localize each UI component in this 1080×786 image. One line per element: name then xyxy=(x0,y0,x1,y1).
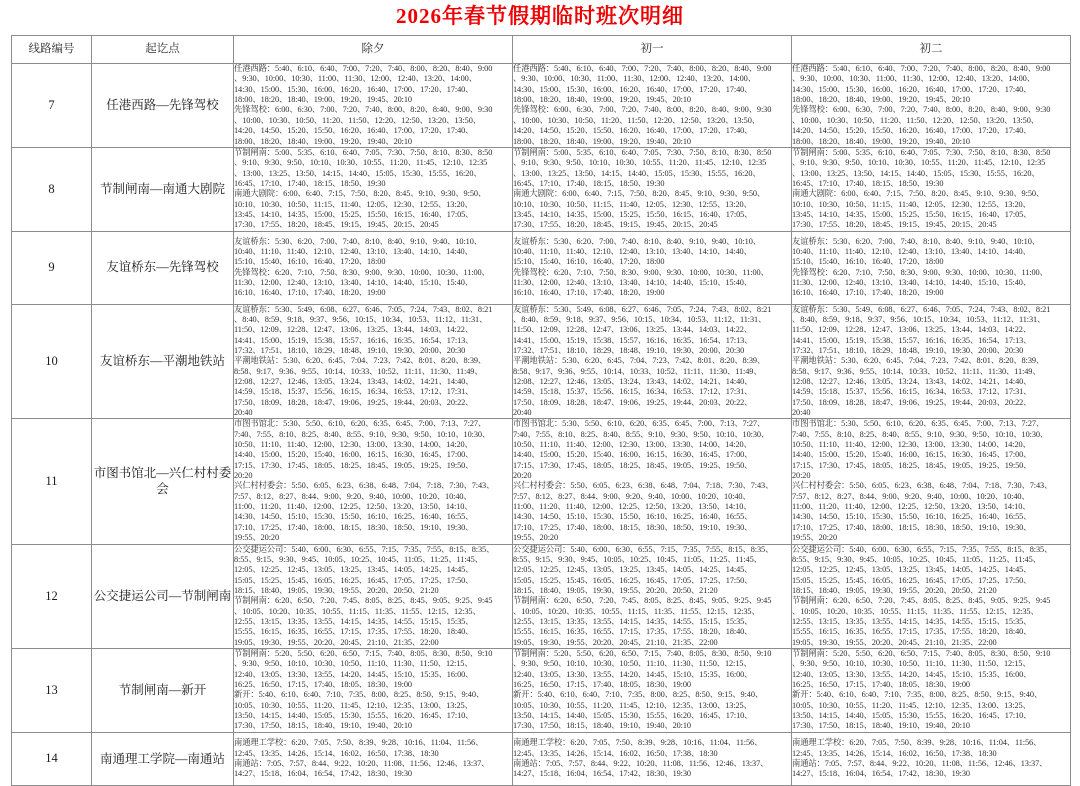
schedule-line: 18:15、18:40、19:05、19:30、19:55、20:20、20:50、21:20 xyxy=(513,585,718,595)
schedule-line: 公交捷运公司：5:40、6:00、6:30、6:55、7:15、7:35、7:55、8:15、8:35、 xyxy=(513,544,774,554)
schedule-line: 12:05、12:25、12:45、13:05、13:25、13:45、14:05、14:25、14:45、 xyxy=(792,565,1032,575)
schedule-line: 12:45、13:35、14:26、15:14、16:02、16:50、17:38、18:30 xyxy=(234,748,439,758)
schedule-line: 14:20、14:50、15:20、15:50、16:20、16:40、17:00、17:20、17:40、 xyxy=(234,126,474,136)
schedule-line: 先锋驾校：6:20、7:10、7:50、8:30、9:00、9:30、10:00、10:30、11:00、 xyxy=(792,267,1048,277)
schedule-line: 18:00、18:20、18:40、19:00、19:20、19:45、20:10 xyxy=(234,95,412,105)
schedule-line: 先锋驾校：6:00、6:30、7:00、7:20、7:40、8:00、8:20、8:40、9:00、9:30 xyxy=(513,105,772,115)
schedule-line: 兴仁村村委会：5:50、6:05、6:23、6:38、6:48、7:04、7:18、7:30、7:43、 xyxy=(792,481,1053,491)
schedule-line: 、9:30、9:50、10:10、10:30、10:50、11:10、11:30、11:50、12:15、 xyxy=(513,659,752,669)
schedule-line: 14:40、15:00、15:20、15:40、16:00、16:15、16:30、16:45、17:00、 xyxy=(792,450,1032,460)
cell-schedule-day2 xyxy=(513,64,792,148)
schedule-line: 友谊桥东：5:30、5:49、6:08、6:27、6:46、7:05、7:24、7:43、8:02、8:21 xyxy=(234,304,493,314)
schedule-line: 17:50、18:09、18:28、18:47、19:06、19:25、19:44、20:03、20:22、 xyxy=(234,397,474,407)
schedule-line: 南通站：7:05、7:57、8:44、9:22、10:20、11:08、11:56、12:46、13:37、 xyxy=(234,758,490,768)
schedule-line: 14:30、14:50、15:10、15:30、15:50、16:10、16:25、16:40、16:55、 xyxy=(234,512,474,522)
schedule-line: 、13:00、13:25、13:50、14:15、14:40、15:05、15:30、15:55、16:20、 xyxy=(513,168,761,178)
schedule-line: 18:00、18:20、18:40、19:00、19:20、19:40、20:10 xyxy=(513,136,691,146)
schedule-line: 15:05、15:25、15:45、16:05、16:25、16:45、17:05、17:25、17:50、 xyxy=(792,575,1032,585)
schedule-line: 先锋驾校：6:00、6:30、7:00、7:20、7:40、8:00、8:20、8:40、9:00、9:30 xyxy=(234,105,493,115)
schedule-line: 17:30、17:55、18:20、18:45、19:15、19:45、20:15、20:45 xyxy=(234,220,439,230)
schedule-line: 17:32、17:51、18:10、18:29、18:48、19:10、19:30、20:00、20:30 xyxy=(792,345,1024,355)
schedule-line: 12:08、12:27、12:46、13:05、13:24、13:43、14:02、14:21、14:40、 xyxy=(513,377,753,386)
cell-endpoints: 友谊桥东—平潮地铁站 xyxy=(92,304,234,419)
cell-schedule-day3 xyxy=(792,147,1071,231)
schedule-line: 17:30、17:55、18:20、18:45、19:15、19:45、20:15、20:45 xyxy=(513,220,718,230)
cell-schedule-day1 xyxy=(234,648,513,732)
schedule-line: 南通站：7:05、7:57、8:44、9:22、10:20、11:08、11:56、12:46、13:37、 xyxy=(513,758,769,768)
schedule-line: 18:15、18:40、19:05、19:30、19:55、20:20、20:50、21:20 xyxy=(234,585,439,595)
schedule-line: 13:45、14:10、14:35、15:00、15:25、15:50、16:15、16:40、17:05、 xyxy=(234,209,474,219)
cell-endpoints: 南通理工学院—南通站 xyxy=(92,732,234,785)
schedule-line: 14:30、15:00、15:30、16:00、16:20、16:40、17:00、17:20、17:40、 xyxy=(234,84,474,94)
schedule-line: 、10:05、10:20、10:35、10:55、11:15、11:35、11:55、12:15、12:35、 xyxy=(234,606,481,616)
schedule-line: 友谊桥东：5:30、6:20、7:00、7:40、8:10、8:40、9:10、9:40、10:10、 xyxy=(792,236,1040,246)
schedule-line: 任港西路：5:40、6:10、6:40、7:00、7:20、7:40、8:00、8:20、8:40、9:00 xyxy=(513,64,772,74)
schedule-line: 兴仁村村委会：5:50、6:05、6:23、6:38、6:48、7:04、7:18、7:30、7:43、 xyxy=(513,481,774,491)
schedule-line: 节制闸南：5:00、5:35、6:10、6:40、7:05、7:30、7:50、8:10、8:30、8:50 xyxy=(234,147,493,157)
schedule-line: 节制闸南：5:20、5:50、6:20、6:50、7:15、7:40、8:05、8:30、8:50、9:10 xyxy=(792,649,1051,659)
schedule-line: 节制闸南：6:20、6:50、7:20、7:45、8:05、8:25、8:45、9:05、9:25、9:45 xyxy=(792,596,1051,606)
schedule-line: 8:55、9:15、9:30、9:45、10:05、10:25、10:45、11:05、11:25、11:45、 xyxy=(792,554,1041,564)
schedule-line: 10:50、11:10、11:40、12:00、12:30、13:00、13:30、14:00、14:20、 xyxy=(792,440,1031,450)
schedule-line: 14:27、15:18、16:04、16:54、17:42、18:30、19:30 xyxy=(792,769,970,779)
schedule-line: 17:10、17:25、17:40、18:00、18:15、18:30、18:50、19:10、19:30、 xyxy=(234,522,474,532)
schedule-line: 20:40 xyxy=(792,408,811,418)
schedule-line: 11:00、11:20、11:40、12:00、12:25、12:50、13:20、13:50、14:10、 xyxy=(513,502,752,512)
schedule-line: 17:30、17:50、18:15、18:40、19:10、19:40、20:10 xyxy=(234,721,412,731)
schedule-line: 11:30、12:00、12:40、13:10、13:40、14:10、14:40、15:10、15:40、 xyxy=(513,277,753,287)
schedule-line: 10:10、10:30、10:50、11:15、11:40、12:05、12:30、12:55、13:20、 xyxy=(513,199,752,209)
schedule-line: 7:57、8:12、8:27、8:44、9:00、9:20、9:40、10:00、10:20、10:40、 xyxy=(234,491,472,501)
table-row xyxy=(12,231,1071,304)
table-header xyxy=(12,36,1071,64)
schedule-line: 12:45、13:35、14:26、15:14、16:02、16:50、17:38、18:30 xyxy=(792,748,997,758)
cell-route-no: 9 xyxy=(12,231,92,304)
column-header-day-chuer: 初二 xyxy=(792,36,1071,64)
schedule-line: 12:55、13:15、13:35、13:55、14:15、14:35、14:55、15:15、15:35、 xyxy=(234,616,474,626)
schedule-line: 11:00、11:20、11:40、12:00、12:25、12:50、13:20、13:50、14:10、 xyxy=(234,502,473,512)
schedule-line: 16:25、16:50、17:15、17:40、18:05、18:30、19:00 xyxy=(234,680,412,690)
schedule-line: 14:20、14:50、15:20、15:50、16:20、16:40、17:00、17:20、17:40、 xyxy=(513,126,753,136)
schedule-line: 19:55、20:20 xyxy=(792,533,837,543)
schedule-line: 12:05、12:25、12:45、13:05、13:25、13:45、14:05、14:25、14:45、 xyxy=(234,565,474,575)
schedule-line: 8:58、9:17、9:36、9:55、10:14、10:33、10:52、11:11、11:30、11:49、 xyxy=(234,366,483,376)
schedule-line: 节制闸南：5:00、5:35、6:10、6:40、7:05、7:30、7:50、8:10、8:30、8:50 xyxy=(513,147,772,157)
schedule-line: 17:30、17:50、18:15、18:40、19:10、19:40、20:10 xyxy=(513,721,691,731)
schedule-line: 、8:40、8:59、9:18、9:37、9:56、10:15、10:34、10:53、11:12、11:31、 xyxy=(792,314,1046,324)
cell-schedule-day1 xyxy=(234,732,513,785)
schedule-line: 13:45、14:10、14:35、15:00、15:25、15:50、16:15、16:40、17:05、 xyxy=(792,209,1032,219)
cell-endpoints: 节制闸南—新开 xyxy=(92,648,234,732)
schedule-line: 7:40、7:55、8:10、8:25、8:40、8:55、9:10、9:30、9:50、10:10、10:30、 xyxy=(792,429,1049,439)
schedule-line: 7:57、8:12、8:27、8:44、9:00、9:20、9:40、10:00、10:20、10:40、 xyxy=(513,491,751,501)
schedule-line: 、9:30、9:50、10:10、10:30、10:50、11:10、11:30、11:50、12:15、 xyxy=(792,659,1031,669)
schedule-line: 14:59、15:18、15:37、15:56、16:15、16:34、16:53、17:12、17:31、 xyxy=(513,387,753,397)
schedule-line: 20:20 xyxy=(792,471,811,481)
cell-endpoints: 节制闸南—南通大剧院 xyxy=(92,147,234,231)
schedule-line: 12:08、12:27、12:46、13:05、13:24、13:43、14:02、14:21、14:40、 xyxy=(792,377,1032,386)
schedule-line: 平潮地铁站：5:30、6:20、6:45、7:04、7:23、7:42、8:01、8:20、8:39、 xyxy=(513,356,766,366)
cell-schedule-day1 xyxy=(234,544,513,648)
schedule-line: 15:55、16:15、16:35、16:55、17:15、17:35、17:55、18:20、18:40、 xyxy=(792,627,1032,637)
schedule-line: 市图书馆北：5:30、5:50、6:10、6:20、6:35、6:45、7:00、7:13、7:27、 xyxy=(513,419,766,429)
schedule-line: 14:30、15:00、15:30、16:00、16:20、16:40、17:00、17:20、17:40、 xyxy=(792,84,1032,94)
schedule-line: 11:50、12:09、12:28、12:47、13:06、13:25、13:44、14:03、14:22、 xyxy=(234,325,474,335)
schedule-line: 10:50、11:10、11:40、12:00、12:30、13:00、13:30、14:00、14:20、 xyxy=(234,440,473,450)
schedule-line: 17:10、17:25、17:40、18:00、18:15、18:30、18:50、19:10、19:30、 xyxy=(792,522,1032,532)
schedule-line: 节制闸南：6:20、6:50、7:20、7:45、8:05、8:25、8:45、9:05、9:25、9:45 xyxy=(513,596,772,606)
schedule-line: 17:15、17:30、17:45、18:05、18:25、18:45、19:05、19:25、19:50、 xyxy=(513,460,753,470)
cell-schedule-day1 xyxy=(234,304,513,419)
cell-route-no: 13 xyxy=(12,648,92,732)
schedule-line: 15:10、15:40、16:10、16:40、17:20、18:00 xyxy=(792,257,944,267)
schedule-line: 节制闸南：5:20、5:50、6:20、6:50、7:15、7:40、8:05、8:30、8:50、9:10 xyxy=(234,649,493,659)
schedule-line: 先锋驾校：6:20、7:10、7:50、8:30、9:00、9:30、10:00、10:30、11:00、 xyxy=(513,267,769,277)
table-row xyxy=(12,544,1071,648)
schedule-line: 南通大剧院：6:00、6:40、7:15、7:50、8:20、8:45、9:10、9:30、9:50、 xyxy=(513,189,766,199)
table-row xyxy=(12,64,1071,148)
schedule-line: 8:55、9:15、9:30、9:45、10:05、10:25、10:45、11:05、11:25、11:45、 xyxy=(513,554,762,564)
schedule-line: 15:55、16:15、16:35、16:55、17:15、17:35、17:55、18:20、18:40、 xyxy=(234,627,474,637)
schedule-line: 公交捷运公司：5:40、6:00、6:30、6:55、7:15、7:35、7:55、8:15、8:35、 xyxy=(234,544,495,554)
schedule-line: 19:55、20:20 xyxy=(234,533,279,543)
schedule-line: 14:30、14:50、15:10、15:30、15:50、16:10、16:25、16:40、16:55、 xyxy=(513,512,753,522)
schedule-line: 16:25、16:50、17:15、17:40、18:05、18:30、19:00 xyxy=(792,680,970,690)
column-header-endpoints: 起讫点 xyxy=(92,36,234,64)
page-title: 2026年春节假期临时班次明细 xyxy=(396,4,684,28)
schedule-line: 11:30、12:00、12:40、13:10、13:40、14:10、14:40、15:10、15:40、 xyxy=(792,277,1032,287)
schedule-line: 南通理工学校：6:20、7:05、7:50、8:39、9:28、10:16、11:04、11:56、 xyxy=(513,738,763,748)
cell-route-no: 11 xyxy=(12,419,92,544)
cell-schedule-day3 xyxy=(792,732,1071,785)
schedule-line: 、10:05、10:20、10:35、10:55、11:15、11:35、11:55、12:15、12:35、 xyxy=(792,606,1039,616)
cell-schedule-day3 xyxy=(792,64,1071,148)
header-row xyxy=(12,36,1071,64)
schedule-line: 、9:30、10:00、10:30、11:00、11:30、12:00、12:40、13:20、14:00、 xyxy=(513,74,756,84)
table-row xyxy=(12,147,1071,231)
schedule-line: 12:55、13:15、13:35、13:55、14:15、14:35、14:55、15:15、15:35、 xyxy=(513,616,753,626)
schedule-line: 10:10、10:30、10:50、11:15、11:40、12:05、12:30、12:55、13:20、 xyxy=(234,199,473,209)
cell-schedule-day1 xyxy=(234,147,513,231)
cell-schedule-day2 xyxy=(513,231,792,304)
cell-route-no: 10 xyxy=(12,304,92,419)
schedule-line: 、10:05、10:20、10:35、10:55、11:15、11:35、11:55、12:15、12:35、 xyxy=(513,606,760,616)
schedule-line: 南通大剧院：6:00、6:40、7:15、7:50、8:20、8:45、9:10、9:30、9:50、 xyxy=(234,189,487,199)
schedule-line: 14:30、15:00、15:30、16:00、16:20、16:40、17:00、17:20、17:40、 xyxy=(513,84,753,94)
schedule-line: 公交捷运公司：5:40、6:00、6:30、6:55、7:15、7:35、7:55、8:15、8:35、 xyxy=(792,544,1053,554)
schedule-line: 新开：5:40、6:10、6:40、7:10、7:35、8:00、8:25、8:50、9:15、9:40、 xyxy=(234,690,485,700)
schedule-line: 12:40、13:05、13:30、13:55、14:20、14:45、15:10、15:35、16:00、 xyxy=(234,669,474,679)
schedule-line: 16:10、16:40、17:10、17:40、18:20、19:00 xyxy=(792,288,944,298)
schedule-line: 先锋驾校：6:20、7:10、7:50、8:30、9:00、9:30、10:00、10:30、11:00、 xyxy=(234,267,490,277)
schedule-line: 16:10、16:40、17:10、17:40、18:20、19:00 xyxy=(234,288,386,298)
schedule-line: 、10:00、10:30、10:50、11:20、11:50、12:20、12:50、13:20、13:50、 xyxy=(792,115,1039,125)
schedule-line: 12:55、13:15、13:35、13:55、14:15、14:35、14:55、15:15、15:35、 xyxy=(792,616,1032,626)
cell-endpoints: 市图书馆北—兴仁村村委会 xyxy=(92,419,234,544)
schedule-line: 、8:40、8:59、9:18、9:37、9:56、10:15、10:34、10:53、11:12、11:31、 xyxy=(234,314,488,324)
cell-schedule-day2 xyxy=(513,732,792,785)
schedule-line: 14:59、15:18、15:37、15:56、16:15、16:34、16:53、17:12、17:31、 xyxy=(792,387,1032,397)
schedule-line: 平潮地铁站：5:30、6:20、6:45、7:04、7:23、7:42、8:01、8:20、8:39、 xyxy=(234,356,487,366)
schedule-table xyxy=(11,35,1071,786)
schedule-line: 14:41、15:00、15:19、15:38、15:57、16:16、16:35、16:54、17:13、 xyxy=(234,335,474,345)
schedule-line: 10:50、11:10、11:40、12:00、12:30、13:00、13:30、14:00、14:20、 xyxy=(513,440,752,450)
schedule-line: 14:27、15:18、16:04、16:54、17:42、18:30、19:30 xyxy=(513,769,691,779)
cell-schedule-day2 xyxy=(513,544,792,648)
cell-schedule-day2 xyxy=(513,147,792,231)
schedule-line: 新开：5:40、6:10、6:40、7:10、7:35、8:00、8:25、8:50、9:15、9:40、 xyxy=(792,690,1043,700)
schedule-line: 14:59、15:18、15:37、15:56、16:15、16:34、16:53、17:12、17:31、 xyxy=(234,387,474,397)
schedule-line: 17:50、18:09、18:28、18:47、19:06、19:25、19:44、20:03、20:22、 xyxy=(513,397,753,407)
schedule-line: 10:40、11:10、11:40、12:10、12:40、13:10、13:40、14:10、14:40、 xyxy=(234,246,473,256)
cell-schedule-day1 xyxy=(234,64,513,148)
schedule-line: 18:00、18:20、18:40、19:00、19:20、19:40、20:10 xyxy=(792,136,970,146)
schedule-line: 、9:30、9:50、10:10、10:30、10:50、11:10、11:30、11:50、12:15、 xyxy=(234,659,473,669)
schedule-line: 14:40、15:00、15:20、15:40、16:00、16:15、16:30、16:45、17:00、 xyxy=(513,450,753,460)
table-row xyxy=(12,648,1071,732)
schedule-line: 16:45、17:10、17:40、18:15、18:50、19:30 xyxy=(792,178,944,188)
schedule-line: 10:10、10:30、10:50、11:15、11:40、12:05、12:30、12:55、13:20、 xyxy=(792,199,1031,209)
cell-schedule-day1 xyxy=(234,231,513,304)
column-header-day-chuyi: 初一 xyxy=(513,36,792,64)
cell-endpoints: 公交捷运公司—节制闸南 xyxy=(92,544,234,648)
table-row xyxy=(12,419,1071,544)
schedule-line: 20:40 xyxy=(234,408,253,418)
schedule-line: 市图书馆北：5:30、5:50、6:10、6:20、6:35、6:45、7:00、7:13、7:27、 xyxy=(792,419,1045,429)
cell-route-no: 7 xyxy=(12,64,92,148)
schedule-line: 18:00、18:20、18:40、19:00、19:20、19:45、20:10 xyxy=(513,95,691,105)
schedule-line: 11:00、11:20、11:40、12:00、12:25、12:50、13:20、13:50、14:10、 xyxy=(792,502,1031,512)
cell-endpoints: 友谊桥东—先锋驾校 xyxy=(92,231,234,304)
table-row xyxy=(12,304,1071,419)
schedule-line: 南通理工学校：6:20、7:05、7:50、8:39、9:28、10:16、11:04、11:56、 xyxy=(234,738,484,748)
cell-schedule-day3 xyxy=(792,419,1071,544)
schedule-line: 平潮地铁站：5:30、6:20、6:45、7:04、7:23、7:42、8:01、8:20、8:39、 xyxy=(792,356,1045,366)
cell-endpoints: 任港西路—先锋驾校 xyxy=(92,64,234,148)
schedule-line: 、9:10、9:30、9:50、10:10、10:30、10:55、11:20、11:45、12:10、12:35 xyxy=(792,158,1046,168)
schedule-line: 、13:00、13:25、13:50、14:15、14:40、15:05、15:30、15:55、16:20、 xyxy=(234,168,482,178)
schedule-line: 12:05、12:25、12:45、13:05、13:25、13:45、14:05、14:25、14:45、 xyxy=(513,565,753,575)
schedule-line: 南通理工学校：6:20、7:05、7:50、8:39、9:28、10:16、11:04、11:56、 xyxy=(792,738,1042,748)
schedule-line: 8:58、9:17、9:36、9:55、10:14、10:33、10:52、11:11、11:30、11:49、 xyxy=(792,366,1041,376)
schedule-line: 友谊桥东：5:30、6:20、7:00、7:40、8:10、8:40、9:10、9:40、10:10、 xyxy=(513,236,761,246)
schedule-line: 16:10、16:40、17:10、17:40、18:20、19:00 xyxy=(513,288,665,298)
cell-route-no: 8 xyxy=(12,147,92,231)
schedule-line: 14:41、15:00、15:19、15:38、15:57、16:16、16:35、16:54、17:13、 xyxy=(513,335,753,345)
schedule-line: 先锋驾校：6:00、6:30、7:00、7:20、7:40、8:00、8:20、8:40、9:00、9:30 xyxy=(792,105,1051,115)
cell-route-no: 12 xyxy=(12,544,92,648)
schedule-line: 17:30、17:55、18:20、18:45、19:15、19:45、20:15、20:45 xyxy=(792,220,997,230)
column-header-day-chuxi: 除夕 xyxy=(234,36,513,64)
schedule-line: 14:40、15:00、15:20、15:40、16:00、16:15、16:30、16:45、17:00、 xyxy=(234,450,474,460)
schedule-line: 14:30、14:50、15:10、15:30、15:50、16:10、16:25、16:40、16:55、 xyxy=(792,512,1032,522)
cell-schedule-day3 xyxy=(792,544,1071,648)
schedule-line: 18:00、18:20、18:40、19:00、19:20、19:45、20:10 xyxy=(792,95,970,105)
table-body xyxy=(12,64,1071,786)
schedule-line: 13:50、14:15、14:40、15:05、15:30、15:55、16:20、16:45、17:10、 xyxy=(513,711,753,721)
schedule-line: 南通大剧院：6:00、6:40、7:15、7:50、8:20、8:45、9:10、9:30、9:50、 xyxy=(792,189,1045,199)
cell-schedule-day2 xyxy=(513,419,792,544)
schedule-line: 10:40、11:10、11:40、12:10、12:40、13:10、13:40、14:10、14:40、 xyxy=(513,246,752,256)
schedule-line: 8:55、9:15、9:30、9:45、10:05、10:25、10:45、11:05、11:25、11:45、 xyxy=(234,554,483,564)
schedule-line: 新开：5:40、6:10、6:40、7:10、7:35、8:00、8:25、8:50、9:15、9:40、 xyxy=(513,690,764,700)
schedule-line: 15:10、15:40、16:10、16:40、17:20、18:00 xyxy=(513,257,665,267)
schedule-line: 11:30、12:00、12:40、13:10、13:40、14:10、14:40、15:10、15:40、 xyxy=(234,277,474,287)
schedule-line: 17:10、17:25、17:40、18:00、18:15、18:30、18:50、19:10、19:30、 xyxy=(513,522,753,532)
schedule-line: 节制闸南：5:00、5:35、6:10、6:40、7:05、7:30、7:50、8:10、8:30、8:50 xyxy=(792,147,1051,157)
schedule-line: 17:30、17:50、18:15、18:40、19:10、19:40、20:10 xyxy=(792,721,970,731)
cell-route-no: 14 xyxy=(12,732,92,785)
schedule-line: 17:15、17:30、17:45、18:05、18:25、18:45、19:05、19:25、19:50、 xyxy=(234,460,474,470)
schedule-line: 市图书馆北：5:30、5:50、6:10、6:20、6:35、6:45、7:00、7:13、7:27、 xyxy=(234,419,487,429)
schedule-line: 节制闸南：6:20、6:50、7:20、7:45、8:05、8:25、8:45、9:05、9:25、9:45 xyxy=(234,596,493,606)
schedule-line: 19:05、19:30、19:55、20:20、20:45、21:10、21:35、22:00 xyxy=(513,637,718,647)
schedule-line: 兴仁村村委会：5:50、6:05、6:23、6:38、6:48、7:04、7:18、7:30、7:43、 xyxy=(234,481,495,491)
schedule-line: 任港西路：5:40、6:10、6:40、7:00、7:20、7:40、8:00、8:20、8:40、9:00 xyxy=(234,64,493,74)
schedule-line: 14:27、15:18、16:04、16:54、17:42、18:30、19:30 xyxy=(234,769,412,779)
cell-schedule-day2 xyxy=(513,304,792,419)
schedule-line: 、8:40、8:59、9:18、9:37、9:56、10:15、10:34、10:53、11:12、11:31、 xyxy=(513,314,767,324)
column-header-route-no: 线路编号 xyxy=(12,36,92,64)
cell-schedule-day2 xyxy=(513,648,792,732)
schedule-line: 13:50、14:15、14:40、15:05、15:30、15:55、16:20、16:45、17:10、 xyxy=(792,711,1032,721)
schedule-line: 12:08、12:27、12:46、13:05、13:24、13:43、14:02、14:21、14:40、 xyxy=(234,377,474,386)
schedule-line: 10:05、10:30、10:55、11:20、11:45、12:10、12:35、13:00、13:25、 xyxy=(792,700,1031,710)
schedule-line: 19:55、20:20 xyxy=(513,533,558,543)
table-row xyxy=(12,732,1071,785)
cell-schedule-day3 xyxy=(792,304,1071,419)
schedule-line: 18:00、18:20、18:40、19:00、19:20、19:40、20:10 xyxy=(234,136,412,146)
schedule-line: 17:32、17:51、18:10、18:29、18:48、19:10、19:30、20:00、20:30 xyxy=(513,345,745,355)
schedule-line: 7:40、7:55、8:10、8:25、8:40、8:55、9:10、9:30、9:50、10:10、10:30、 xyxy=(234,429,491,439)
schedule-line: 13:50、14:15、14:40、15:05、15:30、15:55、16:20、16:45、17:10、 xyxy=(234,711,474,721)
schedule-line: 15:05、15:25、15:45、16:05、16:25、16:45、17:05、17:25、17:50、 xyxy=(513,575,753,585)
schedule-line: 17:15、17:30、17:45、18:05、18:25、18:45、19:05、19:25、19:50、 xyxy=(792,460,1032,470)
schedule-line: 、9:10、9:30、9:50、10:10、10:30、10:55、11:20、11:45、12:10、12:35 xyxy=(234,158,488,168)
schedule-line: 10:05、10:30、10:55、11:20、11:45、12:10、12:35、13:00、13:25、 xyxy=(513,700,752,710)
schedule-line: 7:57、8:12、8:27、8:44、9:00、9:20、9:40、10:00、10:20、10:40、 xyxy=(792,491,1030,501)
schedule-line: 、10:00、10:30、10:50、11:20、11:50、12:20、12:50、13:20、13:50、 xyxy=(234,115,481,125)
schedule-line: 、13:00、13:25、13:50、14:15、14:40、15:05、15:30、15:55、16:20、 xyxy=(792,168,1040,178)
schedule-line: 14:20、14:50、15:20、15:50、16:20、16:40、17:00、17:20、17:40、 xyxy=(792,126,1032,136)
schedule-line: 14:41、15:00、15:19、15:38、15:57、16:16、16:35、16:54、17:13、 xyxy=(792,335,1032,345)
cell-schedule-day1 xyxy=(234,419,513,544)
cell-schedule-day3 xyxy=(792,648,1071,732)
schedule-line: 友谊桥东：5:30、5:49、6:08、6:27、6:46、7:05、7:24、7:43、8:02、8:21 xyxy=(792,304,1051,314)
schedule-line: 13:45、14:10、14:35、15:00、15:25、15:50、16:15、16:40、17:05、 xyxy=(513,209,753,219)
schedule-line: 17:32、17:51、18:10、18:29、18:48、19:10、19:30、20:00、20:30 xyxy=(234,345,466,355)
schedule-line: 19:05、19:30、19:55、20:20、20:45、21:10、21:35、22:00 xyxy=(234,637,439,647)
schedule-line: 南通站：7:05、7:57、8:44、9:22、10:20、11:08、11:56、12:46、13:37、 xyxy=(792,758,1048,768)
schedule-line: 15:05、15:25、15:45、16:05、16:25、16:45、17:05、17:25、17:50、 xyxy=(234,575,474,585)
schedule-line: 16:25、16:50、17:15、17:40、18:05、18:30、19:00 xyxy=(513,680,691,690)
schedule-line: 19:05、19:30、19:55、20:20、20:45、21:10、21:35、22:00 xyxy=(792,637,997,647)
schedule-line: 任港西路：5:40、6:10、6:40、7:00、7:20、7:40、8:00、8:20、8:40、9:00 xyxy=(792,64,1051,74)
schedule-line: 11:50、12:09、12:28、12:47、13:06、13:25、13:44、14:03、14:22、 xyxy=(792,325,1032,335)
schedule-line: 20:40 xyxy=(513,408,532,418)
schedule-line: 10:40、11:10、11:40、12:10、12:40、13:10、13:40、14:10、14:40、 xyxy=(792,246,1031,256)
schedule-line: 8:58、9:17、9:36、9:55、10:14、10:33、10:52、11:11、11:30、11:49、 xyxy=(513,366,762,376)
cell-schedule-day3 xyxy=(792,231,1071,304)
schedule-line: 12:40、13:05、13:30、13:55、14:20、14:45、15:10、15:35、16:00、 xyxy=(792,669,1032,679)
schedule-line: 、9:30、10:00、10:30、11:00、11:30、12:00、12:40、13:20、14:00、 xyxy=(792,74,1035,84)
schedule-line: 16:45、17:10、17:40、18:15、18:50、19:30 xyxy=(234,178,386,188)
schedule-line: 、10:00、10:30、10:50、11:20、11:50、12:20、12:50、13:20、13:50、 xyxy=(513,115,760,125)
schedule-line: 节制闸南：5:20、5:50、6:20、6:50、7:15、7:40、8:05、8:30、8:50、9:10 xyxy=(513,649,772,659)
schedule-line: 7:40、7:55、8:10、8:25、8:40、8:55、9:10、9:30、9:50、10:10、10:30、 xyxy=(513,429,770,439)
schedule-line: 友谊桥东：5:30、5:49、6:08、6:27、6:46、7:05、7:24、7:43、8:02、8:21 xyxy=(513,304,772,314)
schedule-line: 11:50、12:09、12:28、12:47、13:06、13:25、13:44、14:03、14:22、 xyxy=(513,325,753,335)
schedule-line: 17:50、18:09、18:28、18:47、19:06、19:25、19:44、20:03、20:22、 xyxy=(792,397,1032,407)
schedule-line: 友谊桥东：5:30、6:20、7:00、7:40、8:10、8:40、9:10、9:40、10:10、 xyxy=(234,236,482,246)
schedule-line: 、9:10、9:30、9:50、10:10、10:30、10:55、11:20、11:45、12:10、12:35 xyxy=(513,158,767,168)
schedule-line: 12:45、13:35、14:26、15:14、16:02、16:50、17:38、18:30 xyxy=(513,748,718,758)
schedule-line: 15:10、15:40、16:10、16:40、17:20、18:00 xyxy=(234,257,386,267)
schedule-line: 、9:30、10:00、10:30、11:00、11:30、12:00、12:40、13:20、14:00、 xyxy=(234,74,477,84)
schedule-line: 20:20 xyxy=(234,471,253,481)
schedule-line: 15:55、16:15、16:35、16:55、17:15、17:35、17:55、18:20、18:40、 xyxy=(513,627,753,637)
schedule-line: 12:40、13:05、13:30、13:55、14:20、14:45、15:10、15:35、16:00、 xyxy=(513,669,753,679)
schedule-line: 16:45、17:10、17:40、18:15、18:50、19:30 xyxy=(513,178,665,188)
schedule-line: 20:20 xyxy=(513,471,532,481)
schedule-line: 18:15、18:40、19:05、19:30、19:55、20:20、20:50、21:20 xyxy=(792,585,997,595)
schedule-line: 10:05、10:30、10:55、11:20、11:45、12:10、12:35、13:00、13:25、 xyxy=(234,700,473,710)
